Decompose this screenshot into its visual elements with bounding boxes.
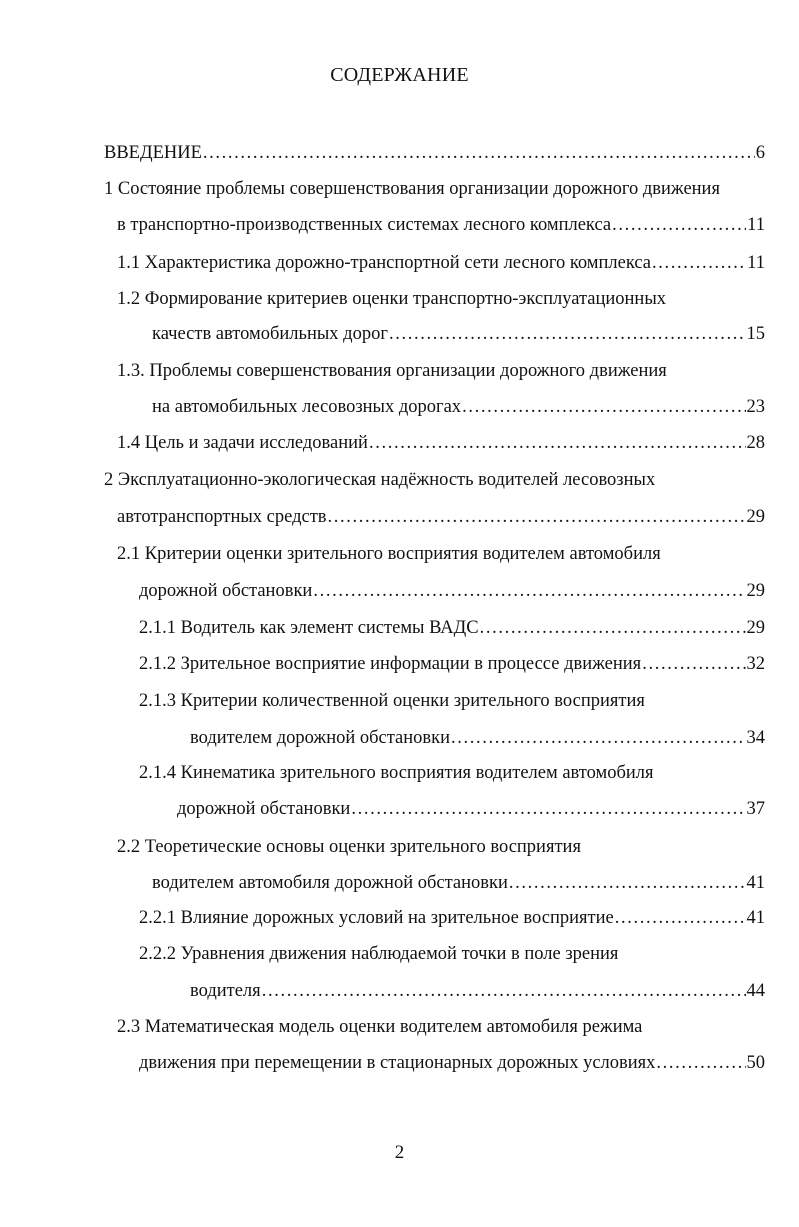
toc-entry-text: дорожной обстановки	[139, 581, 313, 601]
toc-entry-chapter-2-cont	[117, 504, 765, 530]
toc-entry-page: 32	[746, 654, 765, 674]
toc-entry-text: 1.4 Цель и задачи исследований	[117, 433, 368, 453]
toc-entry-page: 29	[746, 581, 765, 601]
toc-entry-2-1-4-cont	[177, 796, 765, 822]
toc-entry-2-2-cont	[152, 870, 765, 896]
toc-leader-dots	[656, 1050, 745, 1076]
toc-entry-2-2-2-cont	[190, 978, 765, 1004]
toc-entry-text: дорожной обстановки	[177, 799, 351, 819]
toc-entry-page: 50	[746, 1053, 765, 1073]
toc-entry-1-4	[117, 430, 765, 456]
toc-entry-text: автотранспортных средств	[117, 507, 327, 527]
toc-leader-dots	[509, 870, 746, 896]
toc-entry-page: 29	[746, 507, 765, 527]
toc-entry-2-2-1	[139, 905, 765, 931]
toc-entry-text: движения при перемещении в стационарных дорожных условиях	[139, 1053, 656, 1073]
toc-entry-page: 34	[746, 728, 765, 748]
toc-leader-dots	[351, 796, 745, 822]
toc-entry-chapter-1	[104, 176, 720, 202]
toc-leader-dots	[462, 394, 745, 420]
toc-entry-page: 41	[746, 908, 765, 928]
toc-entry-1-3	[117, 358, 667, 384]
toc-entry-text: на автомобильных лесовозных дорогах	[152, 397, 462, 417]
toc-entry-2-1-3-cont	[190, 725, 765, 751]
toc-entry-introduction	[104, 140, 765, 166]
toc-entry-2-1-3	[139, 688, 645, 714]
toc-entry-page: 11	[747, 215, 765, 235]
toc-entry-text: 2.1.1 Водитель как элемент системы ВАДС	[139, 618, 479, 638]
toc-leader-dots	[389, 321, 746, 347]
toc-entry-page: 15	[746, 324, 765, 344]
toc-entry-2-1-1	[139, 615, 765, 641]
toc-entry-text: 1 Состояние проблемы совершенствования организации дорожного движения	[104, 179, 720, 199]
toc-entry-2-2	[117, 834, 581, 860]
toc-entry-page: 6	[755, 143, 765, 163]
toc-entry-text: 2 Эксплуатационно-экологическая надёжность водителей лесовозных	[104, 470, 656, 490]
toc-entry-1-2-cont	[152, 321, 765, 347]
toc-entry-2-1-2	[139, 651, 765, 677]
toc-entry-1-3-cont	[152, 394, 765, 420]
toc-entry-text: 2.1 Критерии оценки зрительного восприятия водителем автомобиля	[117, 544, 661, 564]
toc-entry-page: 29	[746, 618, 765, 638]
toc-entry-2-2-2	[139, 941, 618, 967]
toc-entry-page: 44	[746, 981, 765, 1001]
toc-entry-text: водителем автомобиля дорожной обстановки	[152, 873, 508, 893]
toc-entry-text: водителем дорожной обстановки	[190, 728, 451, 748]
toc-entry-text: 2.2.2 Уравнения движения наблюдаемой точки в поле зрения	[139, 944, 619, 964]
toc-entry-text: 1.1 Характеристика дорожно-транспортной сети лесного комплекса	[117, 253, 652, 273]
toc-leader-dots	[451, 725, 745, 751]
toc-entry-page: 23	[746, 397, 765, 417]
toc-entry-text: в транспортно-производственных системах лесного комплекса	[117, 215, 612, 235]
page-number: 2	[394, 1142, 405, 1163]
toc-entry-1-1	[117, 250, 765, 276]
toc-leader-dots	[313, 578, 745, 604]
toc-entry-2-3	[117, 1014, 642, 1040]
toc-entry-page: 11	[747, 253, 765, 273]
toc-entry-2-1-4	[139, 760, 654, 786]
toc-entry-page: 37	[746, 799, 765, 819]
toc-entry-text: водителя	[190, 981, 261, 1001]
toc-entry-text: ВВЕДЕНИЕ	[104, 143, 202, 163]
toc-entry-2-3-cont	[139, 1050, 765, 1076]
toc-leader-dots	[262, 978, 746, 1004]
toc-leader-dots	[369, 430, 746, 456]
toc-entry-text: 2.3 Математическая модель оценки водителем автомобиля режима	[117, 1017, 643, 1037]
toc-entry-text: 2.1.4 Кинематика зрительного восприятия водителем автомобиля	[139, 763, 654, 783]
toc-entry-page: 28	[746, 433, 765, 453]
toc-leader-dots	[328, 504, 746, 530]
toc-leader-dots	[480, 615, 746, 641]
toc-entry-text: качеств автомобильных дорог	[152, 324, 388, 344]
toc-entry-text: 2.1.3 Критерии количественной оценки зрительного восприятия	[139, 691, 645, 711]
toc-leader-dots	[652, 250, 746, 276]
toc-leader-dots	[642, 651, 745, 677]
toc-entry-1-2	[117, 286, 666, 312]
toc-leader-dots	[203, 140, 755, 166]
toc-entry-chapter-1-cont	[117, 212, 765, 238]
toc-entry-2-1-cont	[139, 578, 765, 604]
toc-leader-dots	[612, 212, 746, 238]
toc-entry-chapter-2	[104, 467, 655, 493]
toc-leader-dots	[615, 905, 746, 931]
toc-entry-text: 1.3. Проблемы совершенствования организации дорожного движения	[117, 361, 667, 381]
page-title: СОДЕРЖАНИЕ	[330, 64, 469, 86]
toc-entry-text: 2.2.1 Влияние дорожных условий на зрительное восприятие	[139, 908, 614, 928]
toc-entry-page: 41	[746, 873, 765, 893]
toc-entry-text: 1.2 Формирование критериев оценки транспортно-эксплуатационных	[117, 289, 667, 309]
toc-entry-text: 2.1.2 Зрительное восприятие информации в процессе движения	[139, 654, 642, 674]
toc-entry-text: 2.2 Теоретические основы оценки зрительного восприятия	[117, 837, 581, 857]
toc-entry-2-1	[117, 541, 661, 567]
